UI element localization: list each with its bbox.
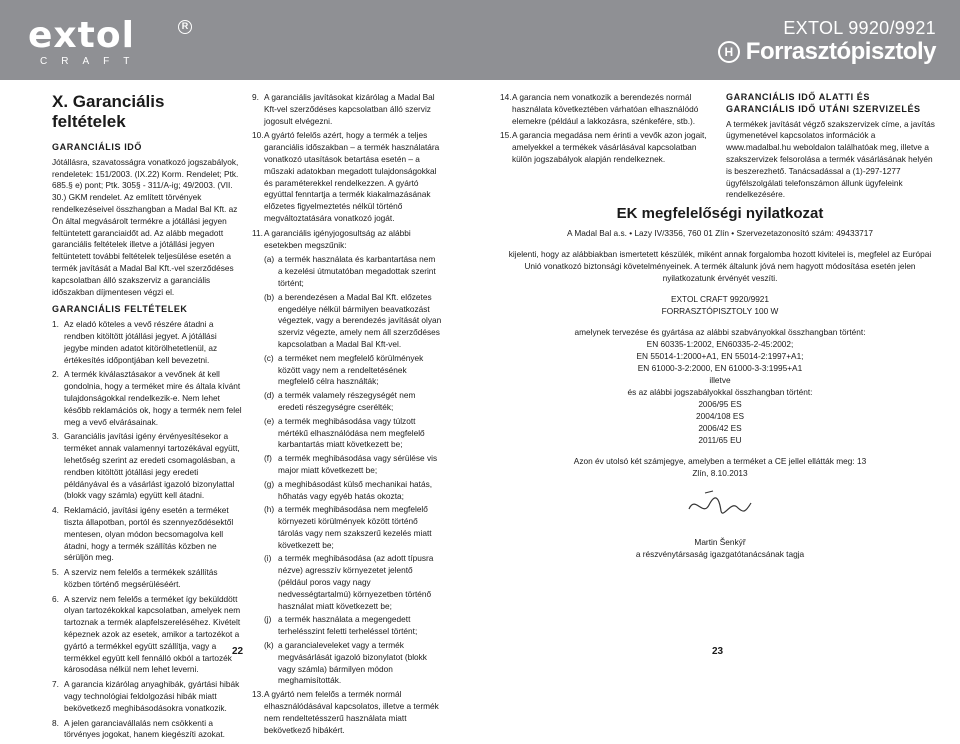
logo-word: extol [28,15,135,56]
sub-list-item-number: (a) [264,254,275,265]
list-item-number: 2. [52,369,59,380]
list-item [252,228,442,252]
list-item-number: 1. [52,319,59,330]
conditions-list-end [500,92,718,166]
ek-title: EK megfelelőségi nyilatkozat [616,205,824,222]
sub-list-item [264,614,442,638]
conditions-list-continued [252,92,442,251]
list-item-text: Garanciális javítási igény érvényesítésekor a terméket annak valamennyi tartozékával együtt, lehetőség szerint az eredeti csomagolásban, a rendben kitöltött jótállási jegy eredeti példányával és a vásárlást igazoló bizonylattal (blokk vagy számla) együtt kell átadni. [64,431,240,501]
ek-standard: EN 61000-3-2:2000, EN 61000-3-3:1995+A1 [637,363,803,373]
ek-statement: kijelenti, hogy az alábbiakban ismertetett készülék, miként annak forgalomba hozott kivitelei is, megfelel az Európai Unió vonatkozó biztonsági követelményeinek. A termék általunk jóvá nem hagyott módosítása esetén jelen nyilatkozatunk érvényét veszíti. [508,249,932,283]
list-item-text: A gyártó felelős azért, hogy a termék a teljes garanciális időszakban – a termék használatára vonatkozó utasítások betartása esetén – a műszaki adatokban megadott tulajdonságokkal és paraméterekkel rendelkezzen. A gyártó egyúttal fenntartja a termék kiakalmazásának előzetes figyelmeztetés nélkül történő megváltoztatására vonatkozó jogát. [264,130,440,223]
list-item [252,92,442,127]
page-header [0,0,960,80]
list-item-text: A szerviz nem felelős a termékek szállítás közben történő megsérüléséért. [64,567,218,589]
sub-list-item-text: a berendezésen a Madal Bal Kft. előzetes engedélye nélkül bármilyen beavatkozást végeztek, vagy a berendezés javítását olyan szerviz végezte, amely nem áll szerződéses kapcsolatban a Madal Bal Kft-vel. [278,291,442,349]
sub-list-item [264,292,442,351]
list-item [52,431,242,502]
exclusion-sublist [264,254,442,687]
list-item-text: A jelen garanciavállalás nem csökkenti a törvényes jogokat, hanem kiegészíti azokat. [64,717,225,740]
list-item-number: 11. [252,227,263,238]
sub-list-item-number: (b) [264,291,275,302]
page-title: Forrasztópisztoly [745,38,936,65]
sub-list-item-text: a meghibásodást külső mechanikai hatás, hőhatás vagy egyéb hatás okozta; [278,478,433,501]
page-number-left: 22 [232,646,244,657]
list-item-number: 7. [52,679,59,690]
list-item-number: 5. [52,567,59,578]
list-item [500,92,718,127]
list-item-text: Reklamáció, javítási igény esetén a terméket tiszta állapotban, portól és szennyeződésektől mentesen, olyan módon becsomagolva kell átadni, hogy a termék szállítás közben ne sérüljön meg. [64,505,234,563]
ek-standards-intro: amelynek tervezése és gyártása az alábbi szabványokkal összhangban történt: [574,327,866,337]
sub-list-item [264,553,442,612]
list-item-number: 10. [252,130,264,141]
sub-list-item-number: (j) [264,614,272,625]
sub-list-item-number: (f) [264,453,272,464]
list-item: 13. A gyártó nem felelős a termék normál elhasználódásával kapcsolatos, illetve a termék nem rendeltetésszerű használata miatt bekövetkező hibákért. [252,689,439,735]
list-item-number: 9. [252,92,259,102]
list-item-number: 4. [52,505,59,516]
sub-list-item [264,640,442,687]
sub-list-item-text: a termék meghibásodása vagy sérülése vis major miatt következett be; [278,453,438,475]
model-number: EXTOL 9920/9921 [783,18,936,38]
ek-place-intro: Azon év utolsó két számjegye, amelyben a terméket a CE jellel ellátták meg: 13 [573,456,867,466]
list-item [52,679,242,714]
list-item [52,369,242,428]
list-item [52,594,242,677]
sub-list-item-number: (k) [264,640,274,651]
column-1 [52,92,242,744]
sub-list-item [264,353,442,388]
ek-product: FORRASZTÓPISZTOLY 100 W [661,306,779,316]
sub-list-item-number: (g) [264,478,275,489]
column-4 [726,92,938,203]
sub-list-item-number: (i) [264,553,272,564]
ek-model: EXTOL CRAFT 9920/9921 [670,294,770,304]
ek-directive: 2006/95 ES [698,399,742,409]
list-item [52,567,242,591]
list-item-text: A garancia megadása nem érinti a vevők azon jogait, amelyekkel a termékek vásárlásával kapcsolatban külön jogszabályok alapján rendelkeznek. [512,130,707,164]
sub-list-item-number: (c) [264,352,274,363]
warranty-period-text: Jótállásra, szavatosságra vonatkozó jogszabályok, rendeletek: 151/2003. (IX.22) Korm. Rendelet; Ptk. 685.§ e) pont; Ptk. 305§ - 311/A-ig; 49/2003. (VII. 30.) GKM rendelet. Az említett törvények rendelkezéseivel összhangban a Madal Bal Kft. az Ön által megvásárolt termékre a jótállási jegyen feltüntetett garanciaidőt ad. Az alább megadott garanciális feltételek illetve a jótállási jegyen feltüntetett további feltételek teljesülése esetén a termék javítását a Madal Bal Kft.-vel szerződéses kapcsolatban álló szakszerviz a garanciális időszakban díjmentesen végzi el. [52,156,239,297]
list-item-number: 15. [500,130,512,141]
service-text: A termékek javítását végző szakszervizek címe, a javítás ügymenetével kapcsolatos információk a www.madalbal.hu weboldalon találhatóak meg, illetve a szakszervizek felsorolása a termék vásárlásának helyén is beszerezhető. Tanácsadással a (1)-297-1277 ügyfélszolgálati telefonszámon állunk ügyfeleink rendelkezésére. [726,118,935,200]
sub-list-item-text: a terméket nem megfelelő körülmények között vagy nem a rendeltetésének megfelelő célra használták; [278,352,424,387]
ek-illetve: illetve [709,375,731,385]
list-item-number: 14. [500,92,512,102]
ek-standard: EN 55014-1:2000+A1, EN 55014-2:1997+A1; [636,351,804,361]
sub-list-item-text: a termék meghibásodása vagy túlzott mértékű elhasználódása nem megfelelő karbantartás miatt következett be; [278,415,425,450]
title-row [718,38,936,66]
page-number-right: 23 [712,646,724,657]
list-item-number: 6. [52,593,59,604]
column-2 [252,92,442,739]
language-badge: H [718,41,740,63]
ek-place-date: Zlín, 8.10.2013 [692,468,748,478]
list-item-text: A termék kiválasztásakor a vevőnek át kell gondolnia, hogy a terméket mire és általa kívánt tulajdonságokkal rendelkezik-e. Nem lehet később reklamációs ok, hogy a termék nem felel meg a vevő elvárásainak. [64,369,242,427]
conditions-list [52,319,242,741]
ek-directive: 2006/42 ES [698,423,742,433]
sub-list-item-text: a garancialeveleket vagy a termék megvásárlását igazoló bizonylatot (blokk vagy számla) bármilyen módon meghamisították. [278,640,427,686]
sub-list-item-text: a termék meghibásodása nem megfelelő környezeti körülmények között történő tárolás vagy nem szakszerű kezelés miatt következett be; [278,504,432,550]
ek-directive: 2004/108 ES [696,411,744,421]
list-item [52,718,242,742]
ek-declaration [500,205,940,560]
list-item-text: A garancia nem vonatkozik a berendezés normál használata következtében várhatóan elhasználódó elemekre (például a lakkozásra, szénkefére, stb.). [512,92,699,126]
ek-signer-role: a részvénytársaság igazgatótanácsának tagja [635,549,805,559]
heading-warranty-conditions: GARANCIÁLIS FELTÉTELEK [52,304,188,315]
logo-subtitle: CRAFT [40,56,144,67]
list-item-text: A garanciális igényjogosultság az alábbi esetekben megszűnik: [264,227,411,250]
extol-craft-logo [28,15,189,70]
sub-list-item [264,479,442,503]
list-item [52,505,242,564]
list-item-text: A garanciális javításokat kizárólag a Madal Bal Kft-vel szerződéses kapcsolatban álló szerviz jogosult elvégezni. [264,92,435,126]
list-item [500,130,718,165]
heading-service: GARANCIÁLIS IDŐ ALATTI ÉS GARANCIÁLIS IDŐ UTÁNI SZERVIZELÉS [726,92,921,114]
list-item-text: A garancia kizárólag anyaghibák, gyártási hibák vagy technológiai feldolgozási hibák miatt bekövetkező meghibásodásokra vonatkozik. [64,679,240,713]
registered-mark: R [178,20,192,34]
signature-image [685,487,755,527]
sub-list-item-number: (e) [264,415,275,426]
sub-list-item-number: (d) [264,390,275,401]
column-3 [500,92,718,169]
list-item [52,319,242,366]
sub-list-item [264,254,442,289]
section-title: X. Garanciális feltételek [52,92,165,131]
ek-directive: 2011/65 EU [698,435,742,445]
ek-standard: EN 60335-1:2002, EN60335-2-45:2002; [646,339,794,349]
sub-list-item [264,390,442,414]
sub-list-item-text: a termék használata és karbantartása nem a kezelési útmutatóban megadottak szerint történt; [278,254,436,288]
list-item-text: Az eladó köteles a vevő részére átadni a rendben kitöltött jótállási jegyet. A jótállási jegybe minden adatot kitörölhetetlenül, az értékesítés időpontjában kell bevezetni. [64,319,218,365]
sub-list-item-number: (h) [264,504,275,515]
ek-signer: Martin Šenkýř [694,537,746,547]
list-item-number: 8. [52,717,59,728]
sub-list-item-text: a termék meghibásodása (az adott típusra nézve) agresszív környezetet jelentő (például poros vagy nagy nedvességtartalmú) környezetben történő használat miatt következett be; [278,553,434,611]
list-item [252,130,442,224]
sub-list-item [264,504,442,551]
sub-list-item-text: a termék valamely részegységét nem eredeti részegységre cserélték; [278,390,416,412]
heading-warranty-period: GARANCIÁLIS IDŐ [52,142,142,152]
sub-list-item [264,453,442,477]
sub-list-item-text: a termék használata a megengedett terhelésszint feletti terheléssel történt; [278,614,418,637]
ek-company: A Madal Bal a.s. • Lazy IV/3356, 760 01 Zlín • Szervezetazonosító szám: 49433717 [566,228,874,238]
list-item-number: 3. [52,431,59,442]
sub-list-item [264,416,442,451]
list-item-text: A szerviz nem felelős a terméket így bekülddött olyan tartozékokkal kapcsolatban, amelyek nem tartoznak a termék alapfelszereléséhez. Kivételt képeznek azok az esetek, amikor a tartozékot a gyártó a termékkel együtt szállítja, vagy a termékkel együtt kell fennálló okból a tartozék károsodása nélkül nem lehet leverni. [64,593,241,675]
ek-directives-intro: és az alábbi jogszabályokkal összhangban történt: [627,387,813,397]
